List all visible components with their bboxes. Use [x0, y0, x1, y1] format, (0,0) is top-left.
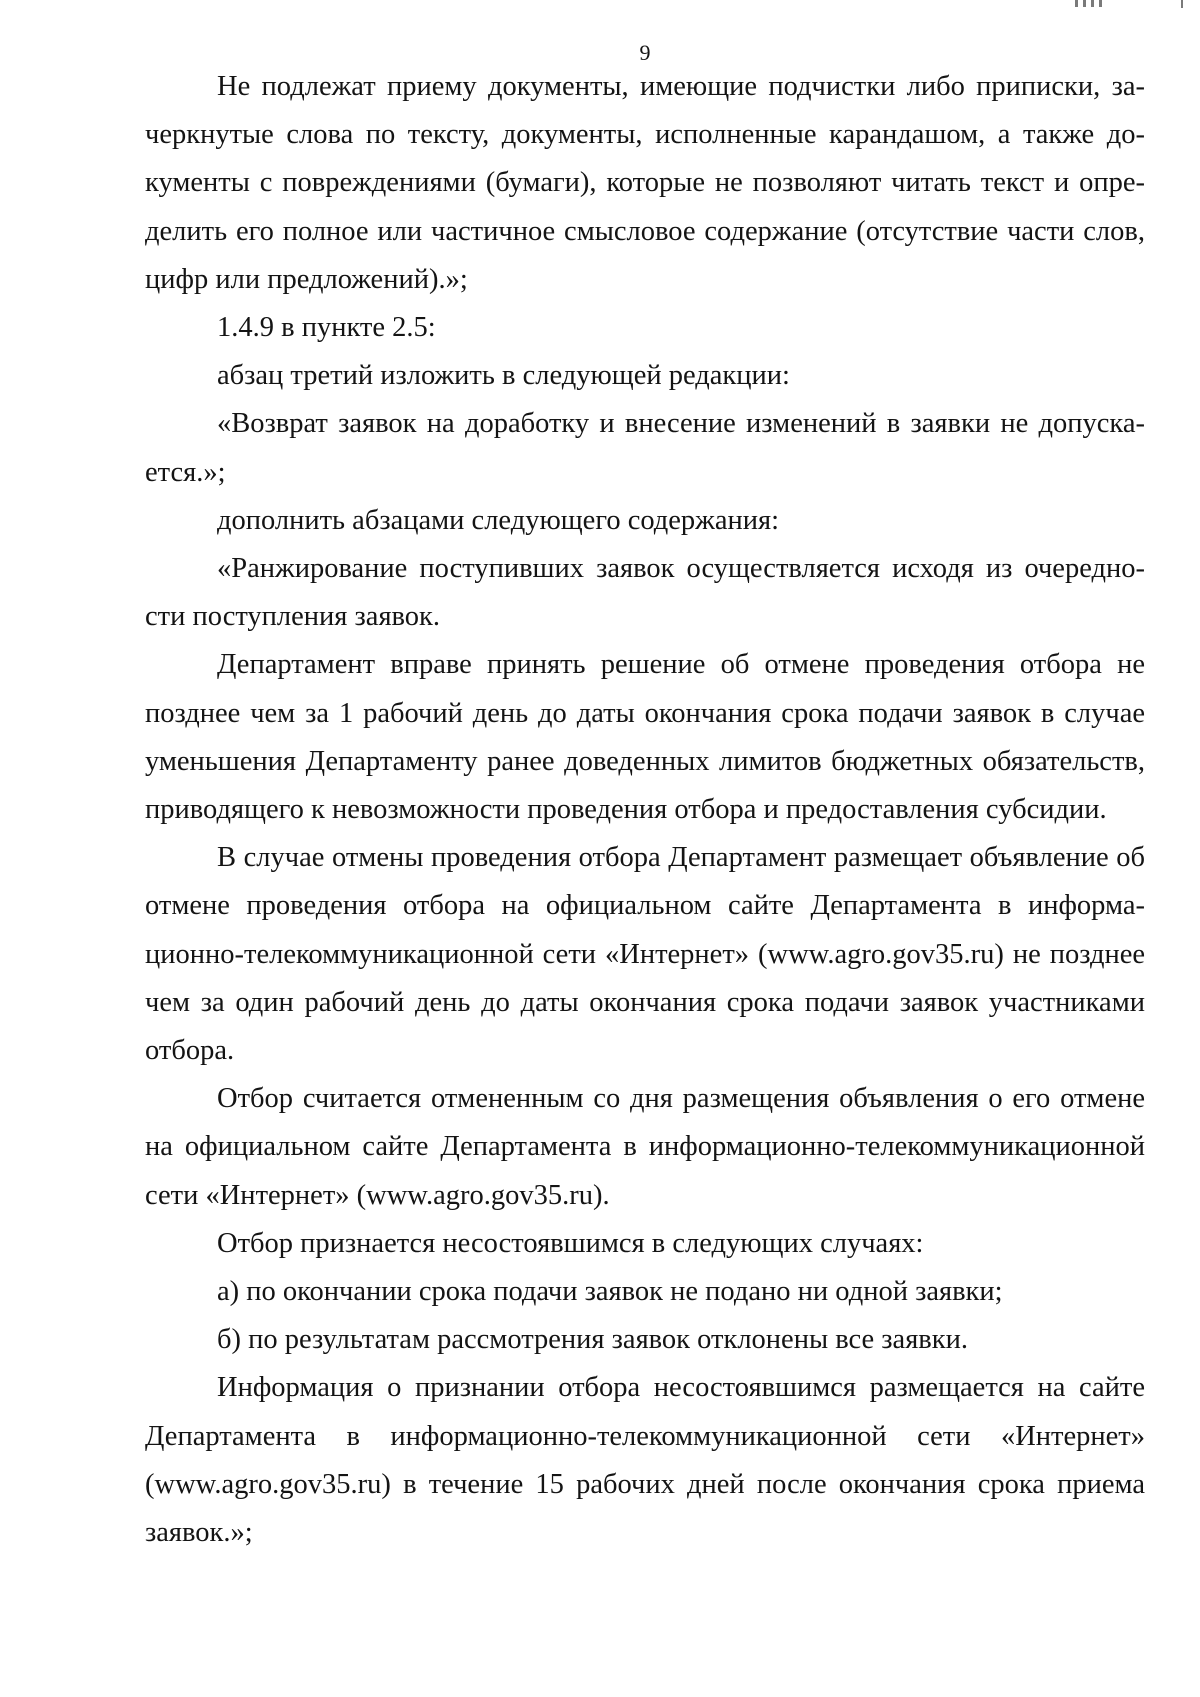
paragraph-cancellation-notice: В случае отмены проведения отбора Департамент размещает объявление об отмене проведения отбора на официальном сайте Департамента в информационно-телекоммуникационной сети «Интернет» (www.agro.gov35.ru) не позднее чем за один рабочий день до даты окончания срока подачи заявок участниками отбора.: [145, 842, 1145, 1067]
paragraph-failed-selection-info: Информация о признании отбора несостоявшимся размещается на сайте Департамента в информационно-телекоммуникационной сети «Интернет» (www.agro.gov35.ru) в течение 15 рабочих дней после окончания срока приема заявок.»;: [145, 1372, 1145, 1549]
page-number: 9: [639, 40, 651, 65]
scan-corner-mark: [1075, 0, 1140, 8]
paragraph-ranking: «Ранжирование поступивших заявок осуществляется исходя из очередности поступления заявок.: [145, 553, 1145, 633]
paragraph-cancellation-right: Департамент вправе принять решение об отмене проведения отбора не позднее чем за 1 рабочий день до даты окончания срока подачи заявок в случае уменьшения Департаменту ранее доведенных лимитов бюджетных обязательств, приводящего к невозможности проведения отбора и предоставления субсидии.: [145, 649, 1145, 826]
document-body: [145, 63, 1145, 1557]
paragraph-add-paragraphs: дополнить абзацами следующего содержания:: [217, 504, 780, 536]
paragraph-case-b: б) по результатам рассмотрения заявок отклонены все заявки.: [217, 1324, 968, 1356]
paragraph-no-return-of-applications: «Возврат заявок на доработку и внесение изменений в заявки не допускается.»;: [145, 408, 1145, 488]
paragraph-failed-selection-cases: Отбор признается несостоявшимся в следующих случаях:: [217, 1227, 924, 1259]
paragraph-third-para-wording: абзац третий изложить в следующей редакции:: [217, 360, 790, 392]
paragraph-cancellation-effective: Отбор считается отмененным со дня размещения объявления о его отмене на официальном сайте Департамента в информационно-телекоммуникационной сети «Интернет» (www.agro.gov35.ru).: [145, 1083, 1145, 1211]
paragraph-rejection-conditions: Не подлежат приему документы, имеющие подчистки либо приписки, зачеркнутые слова по тексту, документы, исполненные карандашом, а также документы с повреждениями (бумаги), которые не позволяют читать текст и определить его полное или частичное смысловое содержание (отсутствие части слов, цифр или предложений).»;: [145, 71, 1145, 295]
scan-edge-line: [1181, 0, 1183, 8]
paragraph-case-a: а) по окончании срока подачи заявок не подано ни одной заявки;: [217, 1276, 1003, 1308]
paragraph-clause-1-4-9: 1.4.9 в пункте 2.5:: [217, 312, 436, 344]
